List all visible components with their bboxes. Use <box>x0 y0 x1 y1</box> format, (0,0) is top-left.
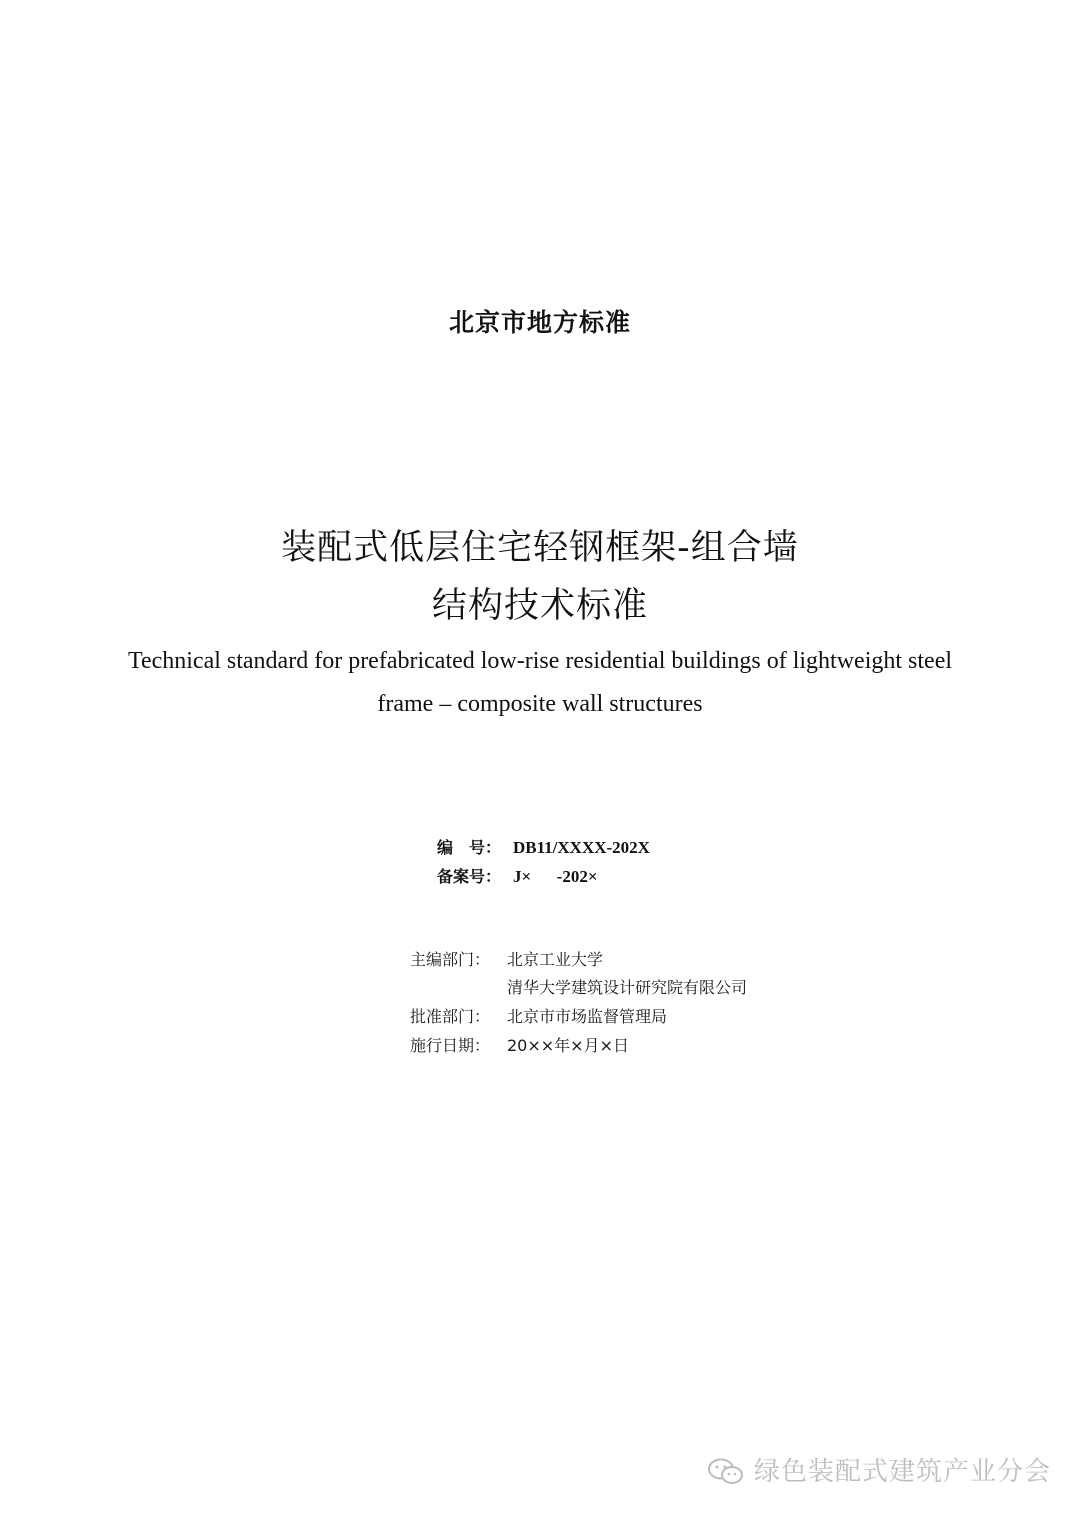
chief-department-value-1: 北京工业大学 <box>507 950 604 969</box>
chief-department-label: 主编部门： <box>410 950 491 969</box>
effective-date-row <box>410 1034 629 1058</box>
cn-title-line-1: 装配式低层住宅轻钢框架-组合墙 <box>281 528 799 568</box>
approval-department-value: 北京市市场监督管理局 <box>507 1007 668 1026</box>
watermark-text: 绿色装配式建筑产业分会 <box>754 1457 1052 1487</box>
cn-title-line-2: 结构技术标准 <box>431 586 648 626</box>
standard-number-value: DB11/XXXX-202X <box>513 838 650 857</box>
wechat-icon <box>706 1457 746 1487</box>
chief-department-row <box>410 948 603 972</box>
record-number-row <box>437 865 598 889</box>
chief-department-value-2: 清华大学建筑设计研究院有限公司 <box>507 978 748 997</box>
approval-department-label: 批准部门： <box>410 1007 491 1026</box>
watermark <box>706 1455 1051 1489</box>
effective-date-label: 施行日期： <box>410 1036 491 1055</box>
effective-date-value: 20××年×月×日 <box>507 1036 629 1055</box>
approval-department-row <box>410 1005 667 1029</box>
en-title-line-2: frame – composite wall structures <box>377 691 703 717</box>
standard-category: 北京市地方标准 <box>448 308 631 337</box>
standard-number-label: 编 号： <box>437 838 502 857</box>
en-title-line-1: Technical standard for prefabricated low-rise residential buildings of lightweight steel <box>127 648 953 674</box>
standard-number-row <box>437 836 650 860</box>
chief-department-row-2 <box>410 976 747 1000</box>
record-number-value: J× -202× <box>513 867 598 886</box>
record-number-label: 备案号： <box>437 867 502 886</box>
